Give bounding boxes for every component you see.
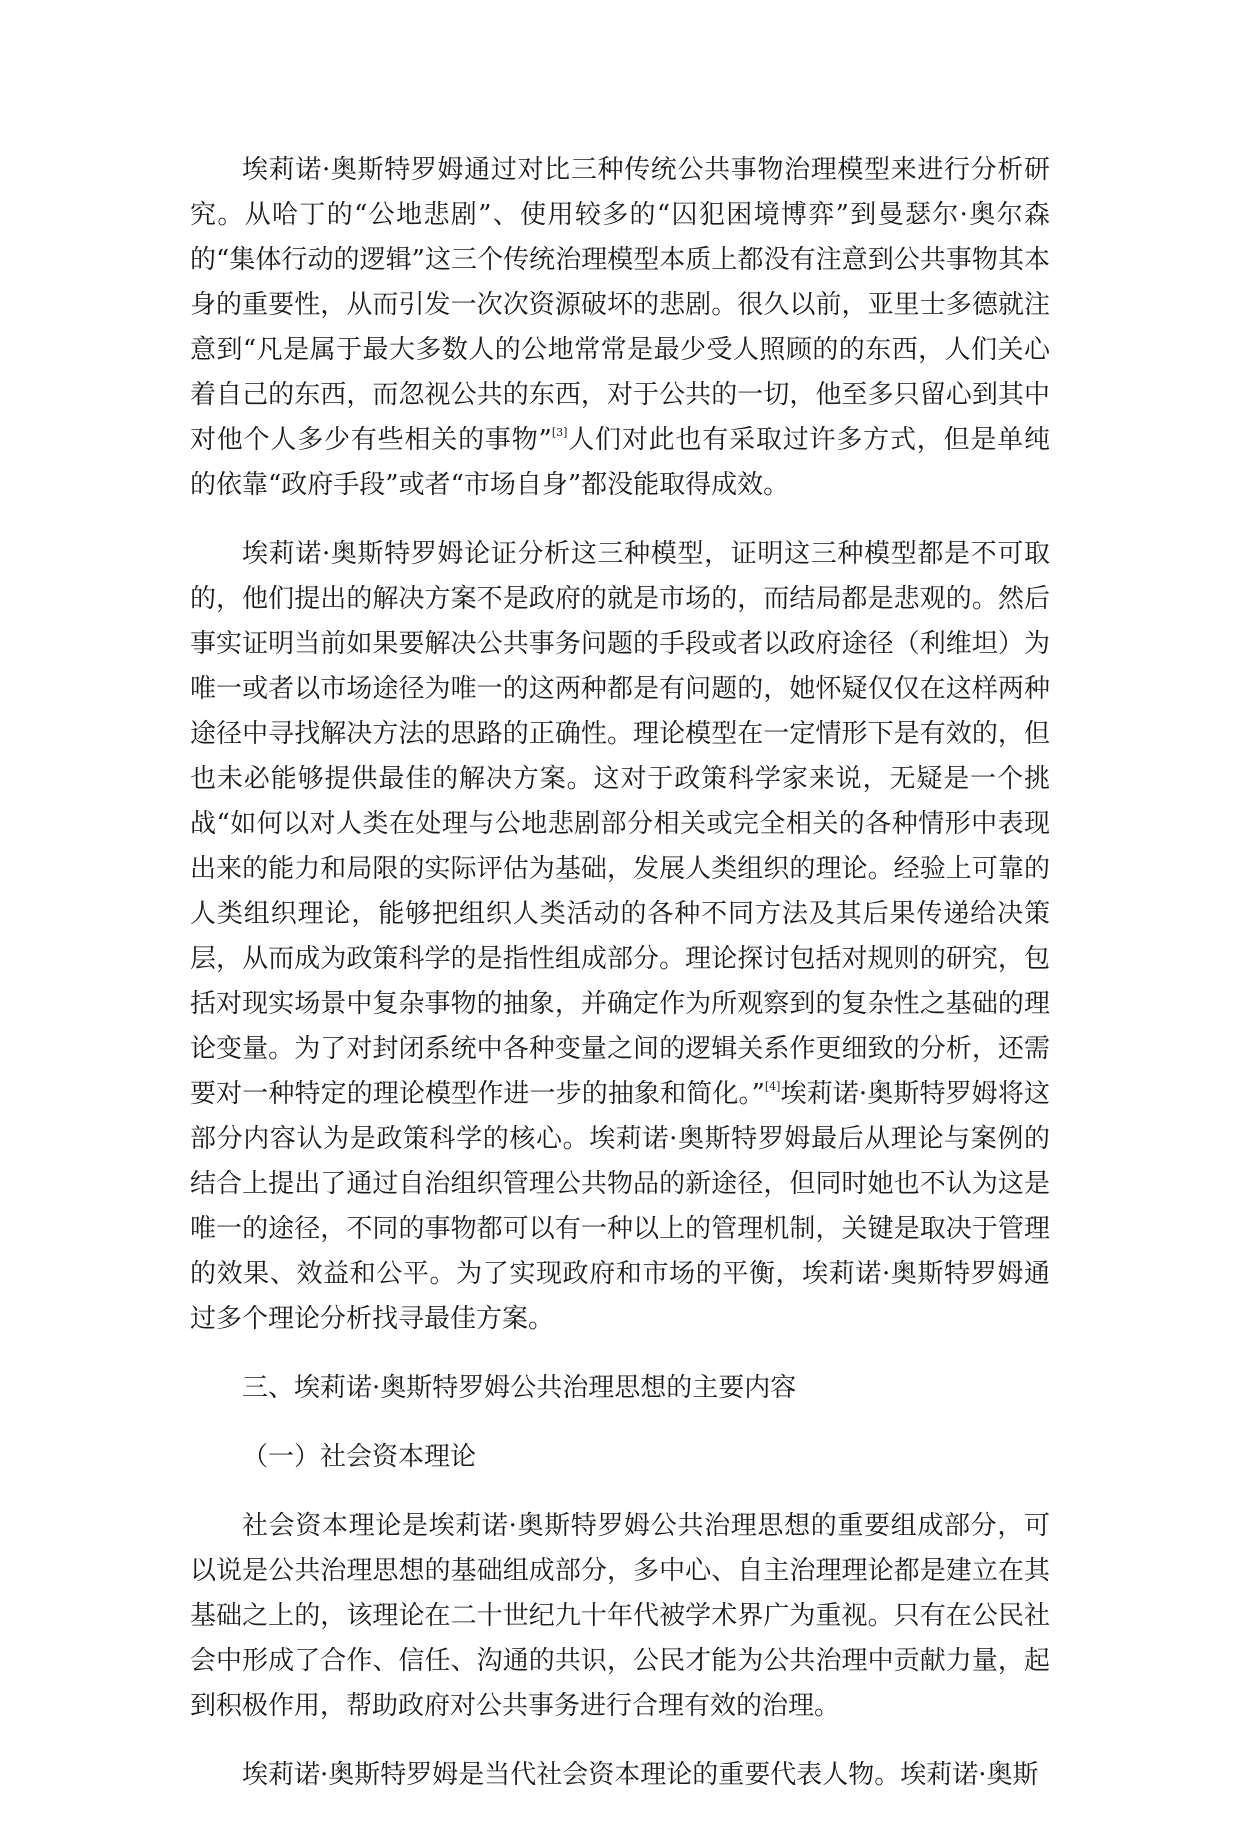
paragraph-representative: 埃莉诺·奥斯特罗姆是当代社会资本理论的重要代表人物。埃莉诺·奥斯 [242, 1760, 1039, 1790]
paragraph-text: 埃莉诺·奥斯特罗姆将这部分内容认为是政策科学的核心。埃莉诺·奥斯特罗姆最后从理论与案例的结合上提出了通过自治组织管理公共物品的新途径，但同时她也不认为这是唯一的途径，不同的事物都可以有一种以上的管理机制，关键是取决于管理的效果、效益和公平。为了实现政府和市场的平衡，埃莉诺·奥斯特罗姆通过多个理论分析找寻最佳方案。 [190, 1079, 1050, 1334]
citation-ref[interactable]: [4] [764, 1080, 781, 1093]
paragraph-text: 埃莉诺·奥斯特罗姆通过对比三种传统公共事物治理模型来进行分析研究。从哈丁的“公地悲剧”、使用较多的“囚犯困境博弈”到曼瑟尔·奥尔森的“集体行动的逻辑”这三个传统治理模型本质上都没有注意到公共事物其本身的重要性，从而引发一次次资源破坏的悲剧。很久以前，亚里士多德就注意到“凡是属于最大多数人的公地常常是最少受人照顾的的东西，人们关心着自己的东西，而忽视公共的东西，对于公共的一切，他至多只留心到其中对他个人多少有些相关的事物” [190, 155, 1050, 455]
paragraph-text: 人们对此也有采取过许多方式，但是单纯的依靠“政府手段”或者“市场自身”都没能取得成效。 [190, 425, 1050, 500]
paragraph-traditional-models [190, 148, 1050, 508]
citation-ref[interactable]: [3] [551, 426, 568, 439]
paragraph-social-capital: 社会资本理论是埃莉诺·奥斯特罗姆公共治理思想的重要组成部分，可以说是公共治理思想的基础组成部分，多中心、自主治理理论都是建立在其基础之上的，该理论在二十世纪九十年代被学术界广为重视。只有在公民社会中形成了合作、信任、沟通的共识，公民才能为公共治理中贡献力量，起到积极作用，帮助政府对公共事务进行合理有效的治理。 [190, 1511, 1050, 1721]
paragraph-model-analysis [190, 532, 1050, 1342]
paragraph-text: 埃莉诺·奥斯特罗姆论证分析这三种模型，证明这三种模型都是不可取的，他们提出的解决方案不是政府的就是市场的，而结局都是悲观的。然后事实证明当前如果要解决公共事务问题的手段或者以政府途径（利维坦）为唯一或者以市场途径为唯一的这两种都是有问题的，她怀疑仅仅在这样两种途径中寻找解决方法的思路的正确性。理论模型在一定情形下是有效的，但也未必能够提供最佳的解决方案。这对于政策科学家来说，无疑是一个挑战“如何以对人类在处理与公地悲剧部分相关或完全相关的各种情形中表现出来的能力和局限的实际评估为基础，发展人类组织的理论。经验上可靠的人类组织理论，能够把组织人类活动的各种不同方法及其后果传递给决策层，从而成为政策科学的是指性组成部分。理论探讨包括对规则的研究，包括对现实场景中复杂事物的抽象，并确定作为所观察到的复杂性之基础的理论变量。为了对封闭系统中各种变量之间的逻辑关系作更细致的分析，还需要对一种特定的理论模型作进一步的抽象和简化。” [190, 539, 1050, 1109]
document-body [190, 148, 1050, 1822]
section-heading: 三、埃莉诺·奥斯特罗姆公共治理思想的主要内容 [242, 1373, 797, 1403]
subsection-heading: （一）社会资本理论 [242, 1442, 477, 1472]
